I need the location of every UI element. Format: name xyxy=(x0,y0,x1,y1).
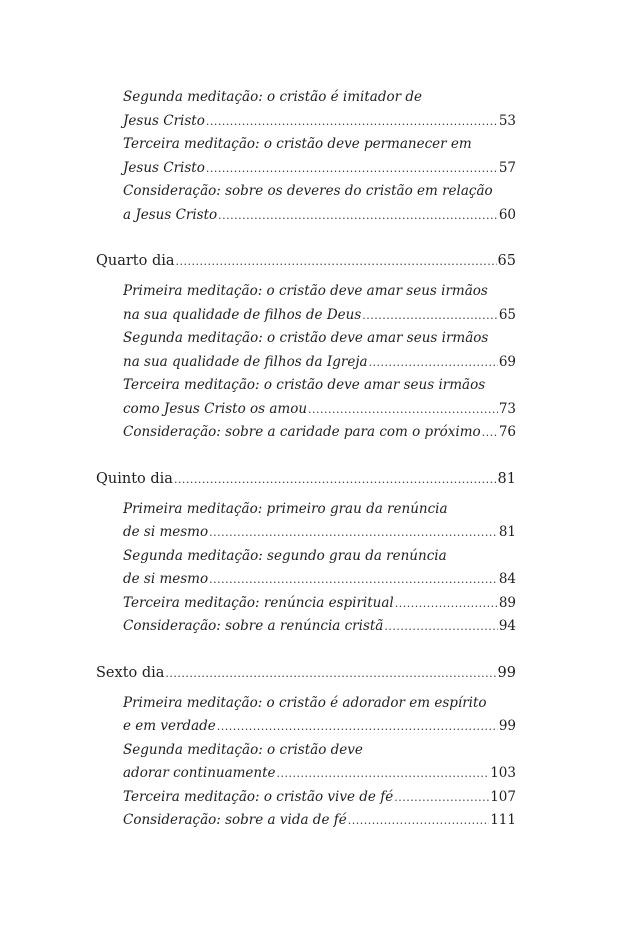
page-number: 89 xyxy=(498,594,516,611)
dot-leader xyxy=(369,351,498,375)
dot-leader xyxy=(206,157,498,181)
toc-section xyxy=(96,661,516,833)
day-title: Sexto dia xyxy=(96,664,165,681)
dot-leader xyxy=(384,615,497,639)
entry-last-line xyxy=(123,568,516,592)
entry-text: a Jesus Cristo xyxy=(123,206,218,223)
entry-last-line xyxy=(123,157,516,181)
entry-last-line xyxy=(123,351,516,375)
toc-entry[interactable] xyxy=(123,180,516,227)
entry-text: na sua qualidade de filhos de Deus xyxy=(123,306,362,323)
page-number: 60 xyxy=(498,206,516,223)
page-number: 65 xyxy=(498,306,516,323)
page-number: 76 xyxy=(498,424,516,440)
page-number: 99 xyxy=(497,664,516,681)
entry-last-line xyxy=(123,304,516,328)
dot-leader xyxy=(206,110,498,134)
toc-entry[interactable] xyxy=(123,545,516,592)
entry-last-line xyxy=(123,786,516,810)
toc-section xyxy=(96,86,516,227)
entry-last-line xyxy=(123,421,516,445)
entry-text: de si mesmo xyxy=(123,571,209,587)
page-number: 111 xyxy=(490,812,516,828)
entry-last-line xyxy=(123,204,516,228)
entry-text: Terceira meditação: o cristão vive de fé xyxy=(123,788,394,805)
dot-leader xyxy=(362,304,498,328)
dot-leader xyxy=(174,468,497,492)
dot-leader xyxy=(308,398,498,422)
toc-entry[interactable] xyxy=(123,421,516,445)
toc-entry[interactable] xyxy=(123,133,516,180)
page-number: 81 xyxy=(498,524,516,540)
dot-leader xyxy=(176,250,497,274)
entry-last-line xyxy=(123,715,516,739)
page-number: 94 xyxy=(498,618,516,634)
entry-last-line xyxy=(123,398,516,422)
page-number: 73 xyxy=(498,400,516,417)
entry-text: Segunda meditação: o cristão deve xyxy=(123,741,363,758)
dot-leader xyxy=(394,786,489,810)
entry-last-line xyxy=(123,521,516,545)
toc-entry[interactable] xyxy=(123,615,516,639)
entry-text: Primeira meditação: o cristão deve amar seus irmãos xyxy=(123,283,488,299)
page-number: 65 xyxy=(497,253,516,269)
toc-day-heading[interactable] xyxy=(96,249,516,274)
page-number: 57 xyxy=(498,159,516,176)
entry-text: Consideração: sobre a vida de fé xyxy=(123,812,347,828)
dot-leader xyxy=(209,521,498,545)
toc-entry[interactable] xyxy=(123,692,516,739)
toc-entry[interactable] xyxy=(123,374,516,421)
dot-leader xyxy=(348,809,490,833)
entry-last-line xyxy=(123,762,516,786)
page-number: 81 xyxy=(497,470,516,487)
entry-text: Terceira meditação: renúncia espiritual xyxy=(123,594,394,611)
entry-last-line xyxy=(123,592,516,616)
entry-text: na sua qualidade de filhos da Igreja xyxy=(123,353,368,370)
day-title: Quinto dia xyxy=(96,470,173,487)
page-number: 53 xyxy=(498,112,516,129)
dot-leader xyxy=(165,662,496,686)
dot-leader xyxy=(209,568,498,592)
entry-text: Terceira meditação: o cristão deve permanecer em xyxy=(123,136,472,152)
toc-section xyxy=(96,467,516,639)
dot-leader xyxy=(217,715,498,739)
entry-text: Segunda meditação: o cristão deve amar seus irmãos xyxy=(123,330,489,346)
entry-last-line xyxy=(123,615,516,639)
table-of-contents xyxy=(96,86,516,855)
dot-leader xyxy=(482,421,498,445)
toc-entry[interactable] xyxy=(123,739,516,786)
dot-leader xyxy=(277,762,490,786)
entry-text: Consideração: sobre a caridade para com o próximo xyxy=(123,424,481,440)
entry-last-line xyxy=(123,809,516,833)
entry-text: e em verdade xyxy=(123,718,216,734)
toc-day-heading[interactable] xyxy=(96,661,516,686)
entry-text: Jesus Cristo xyxy=(123,159,205,176)
page-number: 84 xyxy=(498,571,516,587)
entry-text: como Jesus Cristo os amou xyxy=(123,400,308,417)
entry-text: Primeira meditação: primeiro grau da renúncia xyxy=(123,500,448,517)
entry-text: Consideração: sobre a renúncia cristã xyxy=(123,618,384,634)
page-number: 99 xyxy=(498,718,516,734)
entry-text: Terceira meditação: o cristão deve amar seus irmãos xyxy=(123,377,486,393)
page-number: 107 xyxy=(490,788,516,805)
entry-last-line xyxy=(123,110,516,134)
entry-text: Segunda meditação: o cristão é imitador de xyxy=(123,89,422,105)
toc-entry[interactable] xyxy=(123,86,516,133)
toc-entry[interactable] xyxy=(123,592,516,616)
entry-text: de si mesmo xyxy=(123,524,209,540)
toc-section xyxy=(96,249,516,445)
dot-leader xyxy=(218,204,498,228)
entry-text: adorar continuamente xyxy=(123,765,276,781)
entry-text: Consideração: sobre os deveres do cristão em relação xyxy=(123,183,493,199)
toc-entry[interactable] xyxy=(123,280,516,327)
entry-text: Jesus Cristo xyxy=(123,112,205,129)
toc-entry[interactable] xyxy=(123,327,516,374)
page-number: 69 xyxy=(498,353,516,370)
toc-entry[interactable] xyxy=(123,786,516,810)
toc-entry[interactable] xyxy=(123,498,516,545)
toc-entry[interactable] xyxy=(123,809,516,833)
dot-leader xyxy=(395,592,498,616)
day-title: Quarto dia xyxy=(96,253,175,269)
entry-text: Primeira meditação: o cristão é adorador em espírito xyxy=(123,694,487,711)
page-number: 103 xyxy=(490,765,516,781)
entry-text: Segunda meditação: segundo grau da renúncia xyxy=(123,547,447,564)
toc-day-heading[interactable] xyxy=(96,467,516,492)
